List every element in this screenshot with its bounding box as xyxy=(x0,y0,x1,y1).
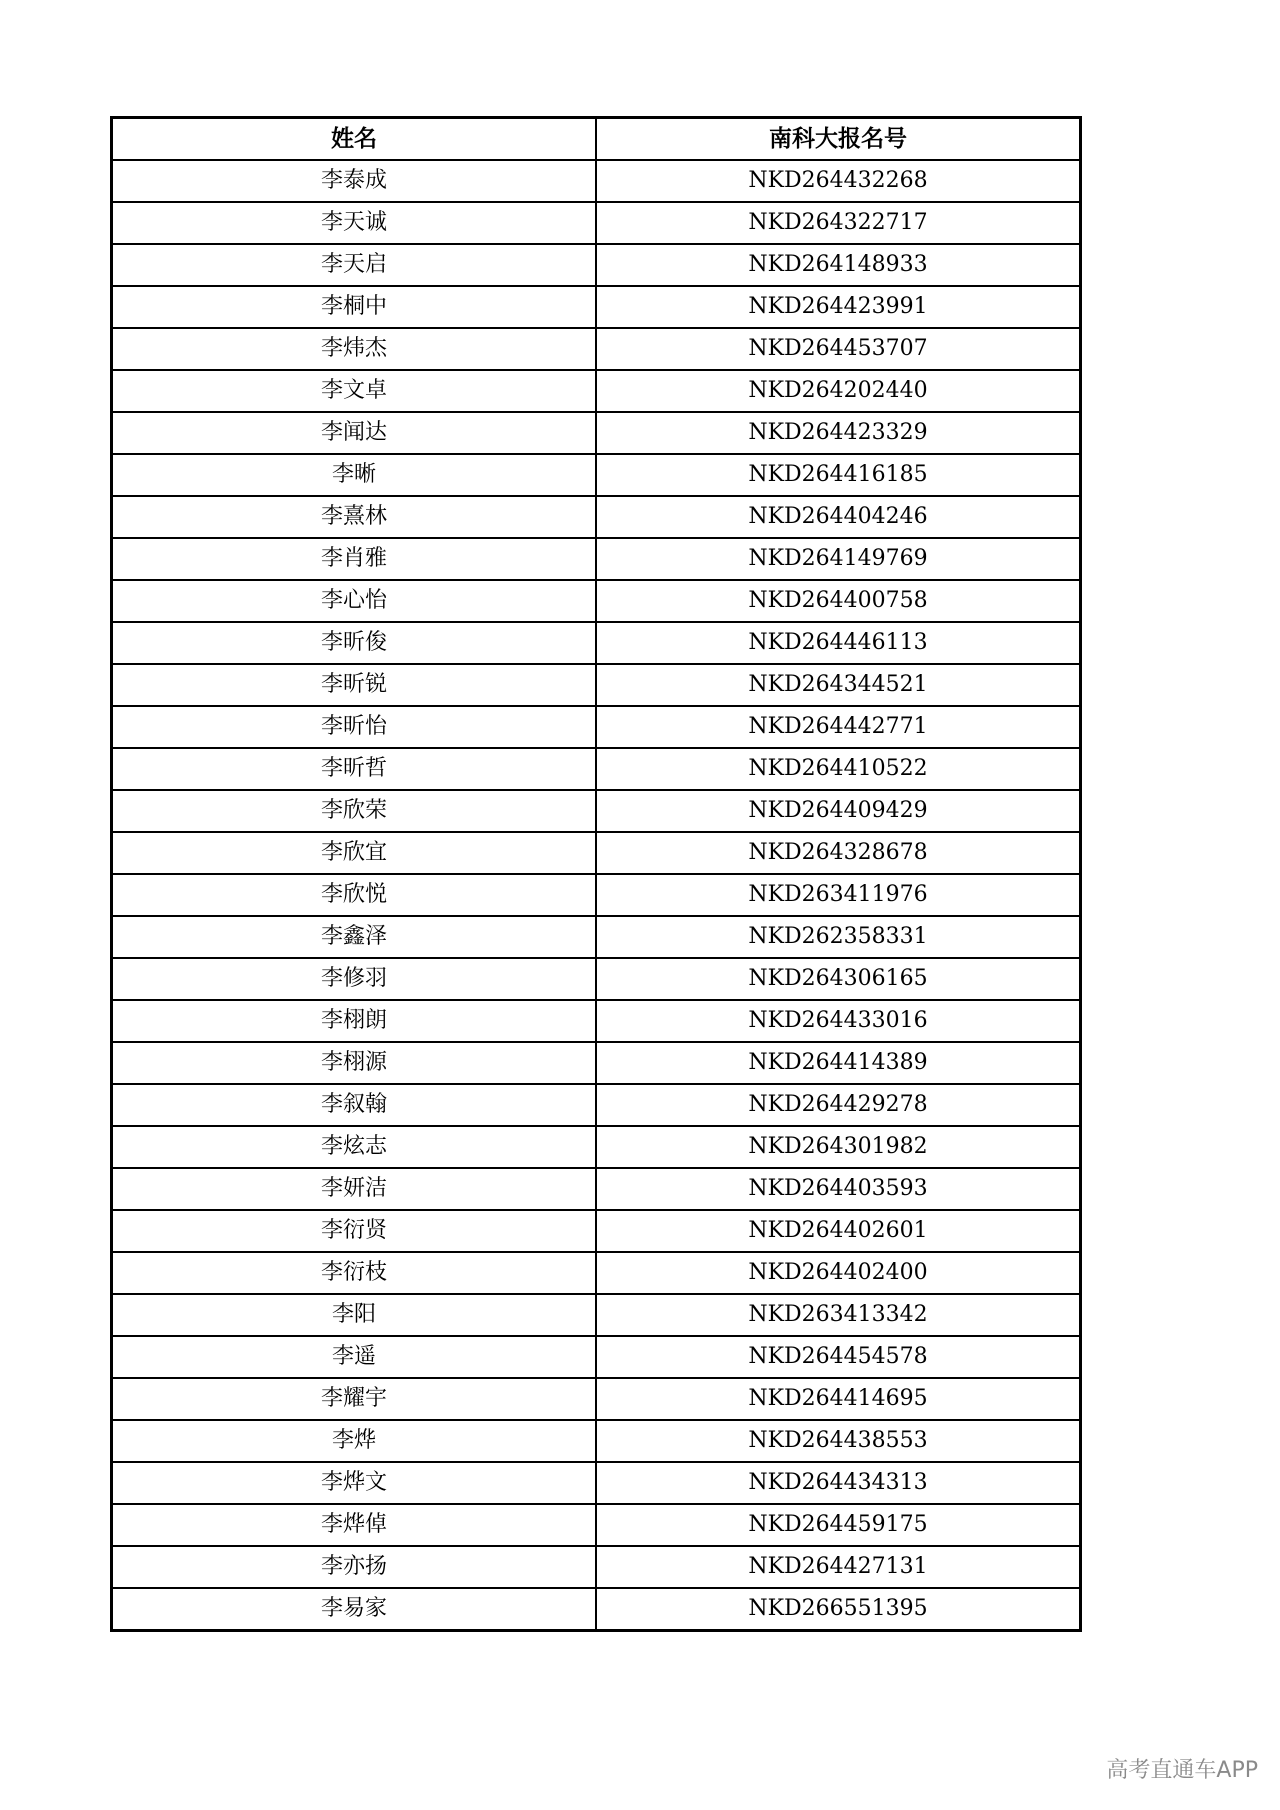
name-cell: 李文卓 xyxy=(112,370,597,412)
registration-number-cell: NKD264416185 xyxy=(596,454,1081,496)
name-cell: 李修羽 xyxy=(112,958,597,1000)
table-row xyxy=(112,790,1081,832)
header-registration-number: 南科大报名号 xyxy=(596,118,1081,161)
name-cell: 李心怡 xyxy=(112,580,597,622)
table-row xyxy=(112,1084,1081,1126)
registration-number-cell: NKD264438553 xyxy=(596,1420,1081,1462)
name-cell: 李炫志 xyxy=(112,1126,597,1168)
header-name: 姓名 xyxy=(112,118,597,161)
registration-number-cell: NKD264202440 xyxy=(596,370,1081,412)
name-cell: 李阳 xyxy=(112,1294,597,1336)
name-cell: 李易家 xyxy=(112,1588,597,1631)
name-cell: 李熹林 xyxy=(112,496,597,538)
name-cell: 李欣宜 xyxy=(112,832,597,874)
name-cell: 李欣荣 xyxy=(112,790,597,832)
registration-number-cell: NKD263411976 xyxy=(596,874,1081,916)
registration-number-cell: NKD264328678 xyxy=(596,832,1081,874)
table-row xyxy=(112,1378,1081,1420)
registration-number-cell: NKD264322717 xyxy=(596,202,1081,244)
table-row xyxy=(112,1294,1081,1336)
table-row xyxy=(112,1210,1081,1252)
table-row xyxy=(112,580,1081,622)
table-row xyxy=(112,1336,1081,1378)
name-cell: 李耀宇 xyxy=(112,1378,597,1420)
name-cell: 李肖雅 xyxy=(112,538,597,580)
registration-number-cell: NKD264402601 xyxy=(596,1210,1081,1252)
registration-number-cell: NKD264404246 xyxy=(596,496,1081,538)
name-cell: 李炜杰 xyxy=(112,328,597,370)
name-cell: 李晰 xyxy=(112,454,597,496)
table-row xyxy=(112,496,1081,538)
table-row xyxy=(112,286,1081,328)
registration-number-cell: NKD264432268 xyxy=(596,160,1081,202)
table-row xyxy=(112,1504,1081,1546)
name-cell: 李衍枝 xyxy=(112,1252,597,1294)
registration-number-cell: NKD264459175 xyxy=(596,1504,1081,1546)
table-row xyxy=(112,664,1081,706)
name-cell: 李天启 xyxy=(112,244,597,286)
name-cell: 李妍洁 xyxy=(112,1168,597,1210)
table-row xyxy=(112,412,1081,454)
table-body xyxy=(112,160,1081,1631)
registration-number-cell: NKD264148933 xyxy=(596,244,1081,286)
table-row xyxy=(112,832,1081,874)
table-row xyxy=(112,958,1081,1000)
name-cell: 李栩朗 xyxy=(112,1000,597,1042)
name-cell: 李烨文 xyxy=(112,1462,597,1504)
table-row xyxy=(112,706,1081,748)
registration-number-cell: NKD264442771 xyxy=(596,706,1081,748)
registration-number-cell: NKD266551395 xyxy=(596,1588,1081,1631)
name-cell: 李烨倬 xyxy=(112,1504,597,1546)
admission-table xyxy=(110,116,1082,1632)
registration-number-cell: NKD264402400 xyxy=(596,1252,1081,1294)
table-row xyxy=(112,1420,1081,1462)
registration-number-cell: NKD264403593 xyxy=(596,1168,1081,1210)
table-row xyxy=(112,202,1081,244)
name-cell: 李泰成 xyxy=(112,160,597,202)
name-cell: 李昕怡 xyxy=(112,706,597,748)
name-cell: 李天诚 xyxy=(112,202,597,244)
registration-number-cell: NKD264414695 xyxy=(596,1378,1081,1420)
table-row xyxy=(112,916,1081,958)
table-row xyxy=(112,1126,1081,1168)
registration-number-cell: NKD264344521 xyxy=(596,664,1081,706)
table-row xyxy=(112,370,1081,412)
name-cell: 李闻达 xyxy=(112,412,597,454)
table-row xyxy=(112,160,1081,202)
table-row xyxy=(112,1168,1081,1210)
name-cell: 李昕锐 xyxy=(112,664,597,706)
registration-number-cell: NKD264423329 xyxy=(596,412,1081,454)
table-row xyxy=(112,622,1081,664)
name-cell: 李栩源 xyxy=(112,1042,597,1084)
table-row xyxy=(112,538,1081,580)
table-row xyxy=(112,328,1081,370)
registration-number-cell: NKD264454578 xyxy=(596,1336,1081,1378)
table-row xyxy=(112,1588,1081,1631)
name-cell: 李亦扬 xyxy=(112,1546,597,1588)
table-row xyxy=(112,244,1081,286)
registration-number-cell: NKD264427131 xyxy=(596,1546,1081,1588)
registration-number-cell: NKD264306165 xyxy=(596,958,1081,1000)
name-cell: 李昕哲 xyxy=(112,748,597,790)
table-row xyxy=(112,1042,1081,1084)
registration-number-cell: NKD264409429 xyxy=(596,790,1081,832)
table-row xyxy=(112,874,1081,916)
registration-number-cell: NKD264446113 xyxy=(596,622,1081,664)
name-cell: 李衍贤 xyxy=(112,1210,597,1252)
table-row xyxy=(112,748,1081,790)
table-row xyxy=(112,1546,1081,1588)
registration-number-cell: NKD264433016 xyxy=(596,1000,1081,1042)
registration-number-cell: NKD262358331 xyxy=(596,916,1081,958)
name-cell: 李鑫泽 xyxy=(112,916,597,958)
registration-number-cell: NKD264410522 xyxy=(596,748,1081,790)
name-cell: 李遥 xyxy=(112,1336,597,1378)
registration-number-cell: NKD264414389 xyxy=(596,1042,1081,1084)
watermark-text: 高考直通车APP xyxy=(1106,1758,1258,1783)
registration-number-cell: NKD264149769 xyxy=(596,538,1081,580)
table-row xyxy=(112,454,1081,496)
name-cell: 李昕俊 xyxy=(112,622,597,664)
registration-number-cell: NKD264429278 xyxy=(596,1084,1081,1126)
registration-number-cell: NKD264434313 xyxy=(596,1462,1081,1504)
registration-number-cell: NKD264301982 xyxy=(596,1126,1081,1168)
name-cell: 李欣悦 xyxy=(112,874,597,916)
registration-number-cell: NKD264400758 xyxy=(596,580,1081,622)
name-cell: 李桐中 xyxy=(112,286,597,328)
table-row xyxy=(112,1000,1081,1042)
table-header-row xyxy=(112,118,1081,161)
registration-number-cell: NKD263413342 xyxy=(596,1294,1081,1336)
table-row xyxy=(112,1462,1081,1504)
table-row xyxy=(112,1252,1081,1294)
registration-number-cell: NKD264453707 xyxy=(596,328,1081,370)
registration-number-cell: NKD264423991 xyxy=(596,286,1081,328)
name-cell: 李烨 xyxy=(112,1420,597,1462)
name-cell: 李叙翰 xyxy=(112,1084,597,1126)
